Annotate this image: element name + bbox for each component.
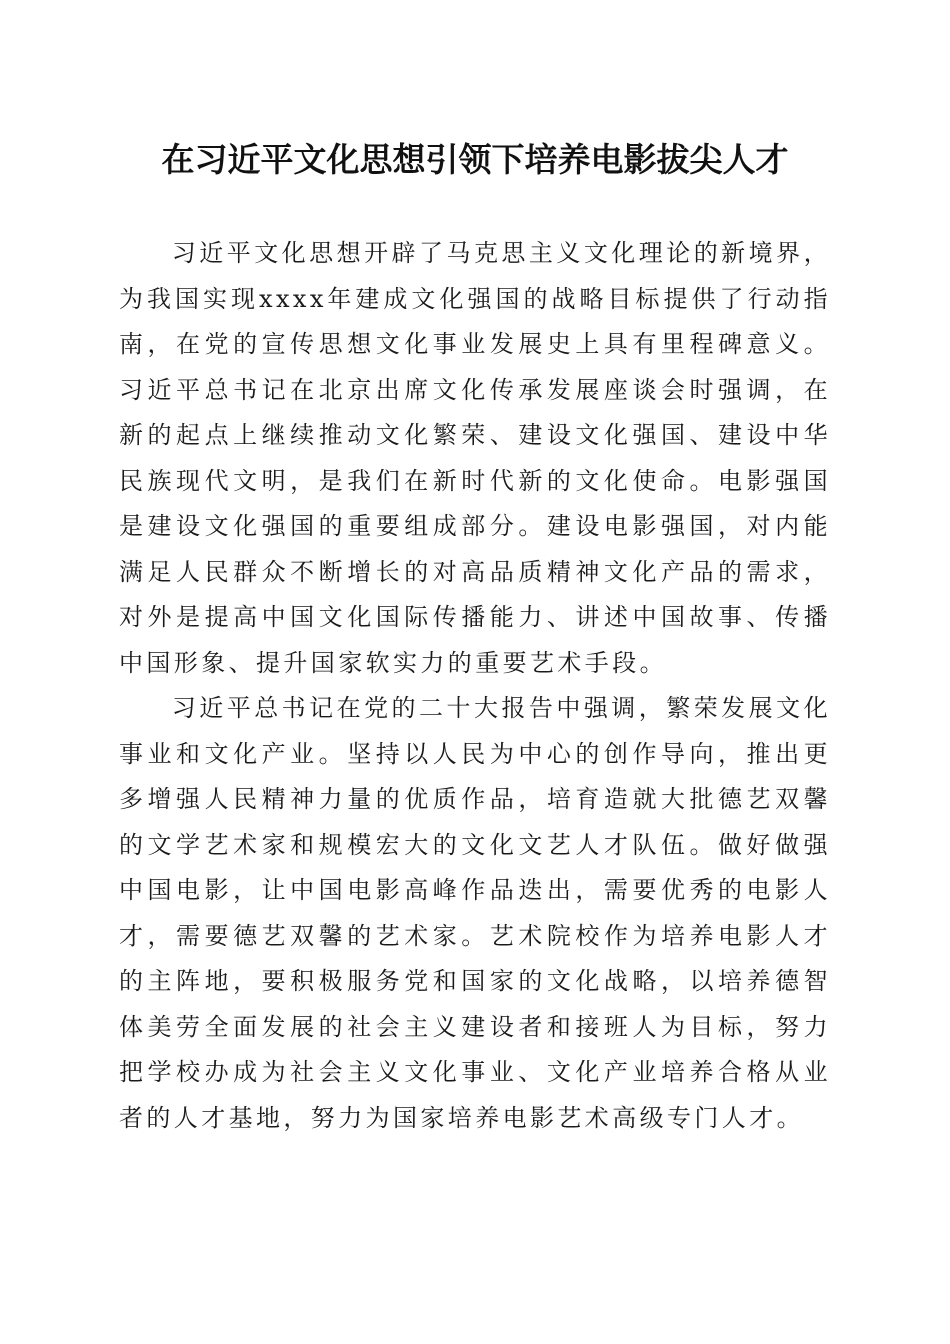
paragraph: 习近平文化思想开辟了马克思主义文化理论的新境界，为我国实现xxxx年建成文化强国的战略目标提供了行动指南，在党的宣传思想文化事业发展史上具有里程碑意义。习近平总书记在北京出席文化传承发展座谈会时强调，在新的起点上继续推动文化繁荣、建设文化强国、建设中华民族现代文明，是我们在新时代新的文化使命。电影强国是建设文化强国的重要组成部分。建设电影强国，对内能满足人民群众不断增长的对高品质精神文化产品的需求，对外是提高中国文化国际传播能力、讲述中国故事、传播中国形象、提升国家软实力的重要艺术手段。 — [119, 239, 831, 677]
document-body — [119, 231, 831, 1141]
paragraph: 习近平总书记在党的二十大报告中强调，繁荣发展文化事业和文化产业。坚持以人民为中心的创作导向，推出更多增强人民精神力量的优质作品，培育造就大批德艺双馨的文学艺术家和规模宏大的文化文艺人才队伍。做好做强中国电影，让中国电影高峰作品迭出，需要优秀的电影人才，需要德艺双馨的艺术家。艺术院校作为培养电影人才的主阵地，要积极服务党和国家的文化战略，以培养德智体美劳全面发展的社会主义建设者和接班人为目标，努力把学校办成为社会主义文化事业、文化产业培养合格从业者的人才基地，努力为国家培养电影艺术高级专门人才。 — [119, 694, 831, 1132]
document-title: 在习近平文化思想引领下培养电影拔尖人才 — [161, 140, 789, 179]
